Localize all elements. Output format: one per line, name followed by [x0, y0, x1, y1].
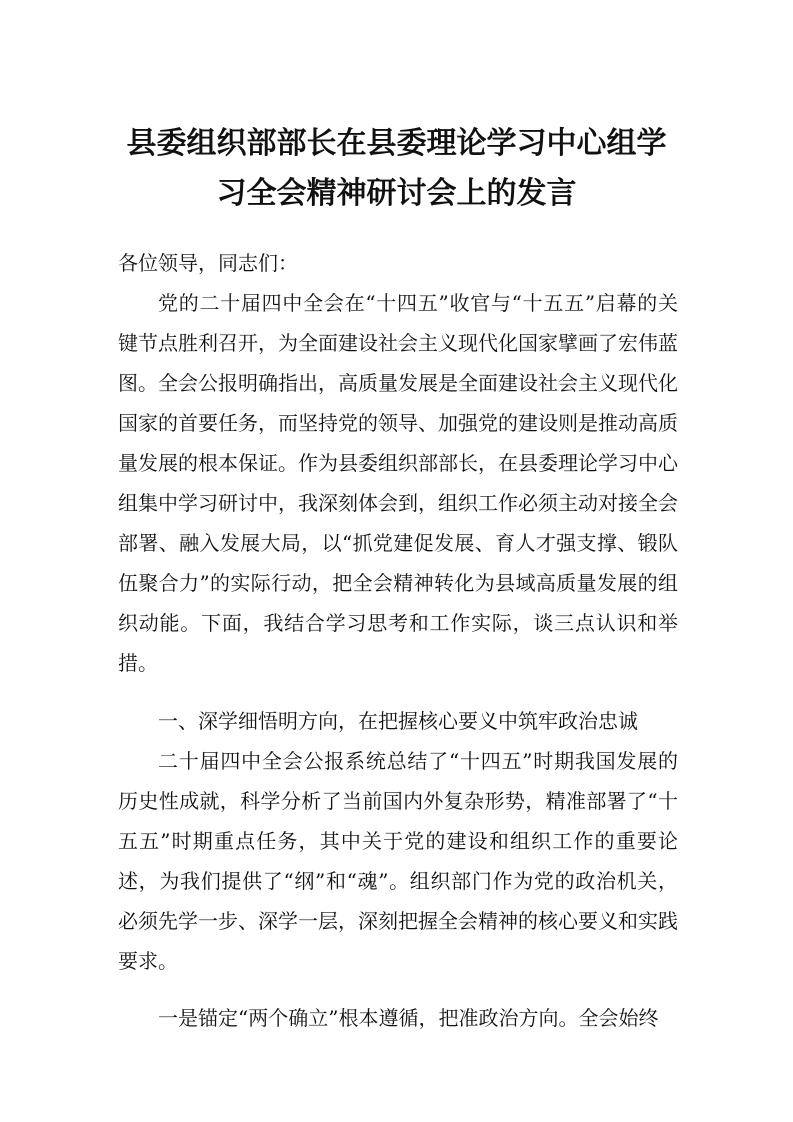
paragraph-intro: 党的二十届四中全会在“十四五”收官与“十五五”启幕的关键节点胜利召开，为全面建设社会主义现代化国家擘画了宏伟蓝图。全会公报明确指出，高质量发展是全面建设社会主义现代化国家的首要任务，而坚持党的领导、加强党的建设则是推动高质量发展的根本保证。作为县委组织部部长，在县委理论学习中心组集中学习研讨中，我深刻体会到，组织工作必须主动对接全会部署、融入发展大局，以“抓党建促发展、育人才强支撑、锻队伍聚合力”的实际行动，把全会精神转化为县域高质量发展的组织动能。下面，我结合学习思考和工作实际，谈三点认识和举措。: [118, 291, 678, 675]
document-title-line-2: 习全会精神研讨会上的发言: [216, 176, 577, 211]
salutation: 各位领导，同志们：: [118, 251, 298, 275]
section-heading-1: 一、深学细悟明方向，在把握核心要义中筑牢政治忠诚: [158, 709, 638, 733]
paragraph-point-1: 一是锚定“两个确立”根本遵循，把准政治方向。全会始终: [158, 1006, 659, 1030]
document-title-line-1: 县委组织部部长在县委理论学习中心组学: [126, 126, 667, 161]
paragraph-section-1: 二十届四中全会公报系统总结了“十四五”时期我国发展的历史性成就，科学分析了当前国内外复杂形势，精准部署了“十五五”时期重点任务，其中关于党的建设和组织工作的重要论述，为我们提供了“纲”和“魂”。组织部门作为党的政治机关，必须先学一步、深学一层，深刻把握全会精神的核心要义和实践要求。: [118, 749, 678, 973]
